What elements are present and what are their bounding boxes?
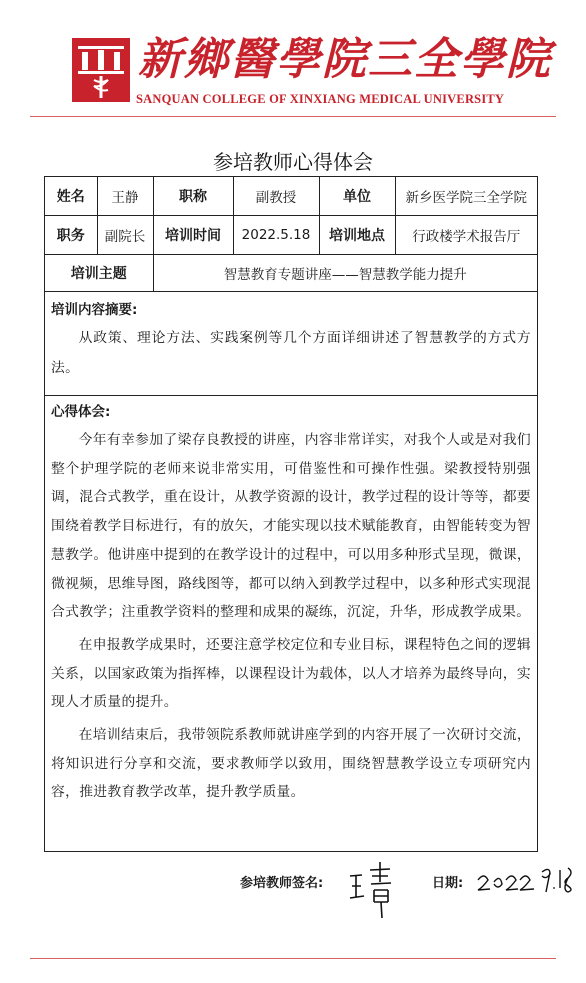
header xyxy=(0,0,586,120)
handwritten-signature xyxy=(346,856,410,920)
time-label: 培训时间 xyxy=(153,216,233,255)
info-row-2 xyxy=(45,216,537,255)
header-divider xyxy=(30,116,556,117)
place-value: 行政楼学术报告厅 xyxy=(395,216,537,255)
report-form xyxy=(44,176,538,852)
reflection-paragraph: 在申报教学成果时，还要注意学校定位和专业目标，课程特色之间的逻辑关系，以国家政策为指挥棒，以课程设计为载体，以人才培养为最终导向，实现人才质量的提升。 xyxy=(51,636,531,711)
topic-label: 培训主题 xyxy=(45,255,153,292)
summary-text: 从政策、理论方法、实践案例等几个方面详细讲述了智慧教学的方式方法。 xyxy=(51,330,531,376)
topic-value: 智慧教育专题讲座——智慧教学能力提升 xyxy=(153,255,537,292)
place-label: 培训地点 xyxy=(319,216,395,255)
unit-label: 单位 xyxy=(319,177,395,216)
info-row-3 xyxy=(45,255,537,292)
school-name-english: SANQUAN COLLEGE OF XINXIANG MEDICAL UNIVERSITY xyxy=(136,92,505,106)
summary-section xyxy=(45,292,537,396)
school-name-chinese: 新鄉醫學院三全學院 xyxy=(138,34,552,85)
unit-value: 新乡医学院三全学院 xyxy=(395,177,537,216)
summary-label: 培训内容摘要: xyxy=(51,302,138,318)
signature-label: 参培教师签名: xyxy=(240,876,324,891)
name-value: 王静 xyxy=(97,177,153,216)
rank-label: 职称 xyxy=(153,177,233,216)
info-table xyxy=(45,177,537,292)
date-label: 日期: xyxy=(432,876,464,891)
post-value: 副院长 xyxy=(97,216,153,255)
post-label: 职务 xyxy=(45,216,97,255)
footer-divider xyxy=(30,958,556,959)
reflection-paragraph: 在培训结束后，我带领院系教师就讲座学到的内容开展了一次研讨交流，将知识进行分享和交流，要求教师学以致用，围绕智慧教学设立专项研究内容，推进教育教学改革，提升教学质量。 xyxy=(51,727,531,801)
name-label: 姓名 xyxy=(45,177,97,216)
handwritten-date xyxy=(476,858,576,898)
rank-value: 副教授 xyxy=(233,177,319,216)
document-title: 参培教师心得体会 xyxy=(213,150,373,174)
reflection-paragraph: 今年有幸参加了梁存良教授的讲座，内容非常详实，对我个人或是对我们整个护理学院的老师来说非常实用，可借鉴性和可操作性强。梁教授特别强调，混合式教学，重在设计，从教学资源的设计，教学过程的设计等等，都要围绕着教学目标进行，有的放矢，才能实现以技术赋能教育，由智能转变为智慧教学。他讲座中提到的在教学设计的过程中，可以用多种形式呈现，微课，微视频，思维导图，路线图等，都可以纳入到教学过程中，以多种形式实现混合式教学；注重教学资料的整理和成果的凝练，沉淀，升华，形成教学成果。 xyxy=(51,432,531,621)
info-row-1 xyxy=(45,177,537,216)
reflection-section xyxy=(45,396,537,807)
time-value: 2022.5.18 xyxy=(233,216,319,255)
college-logo-icon xyxy=(72,38,130,102)
reflection-label: 心得体会: xyxy=(51,404,111,420)
